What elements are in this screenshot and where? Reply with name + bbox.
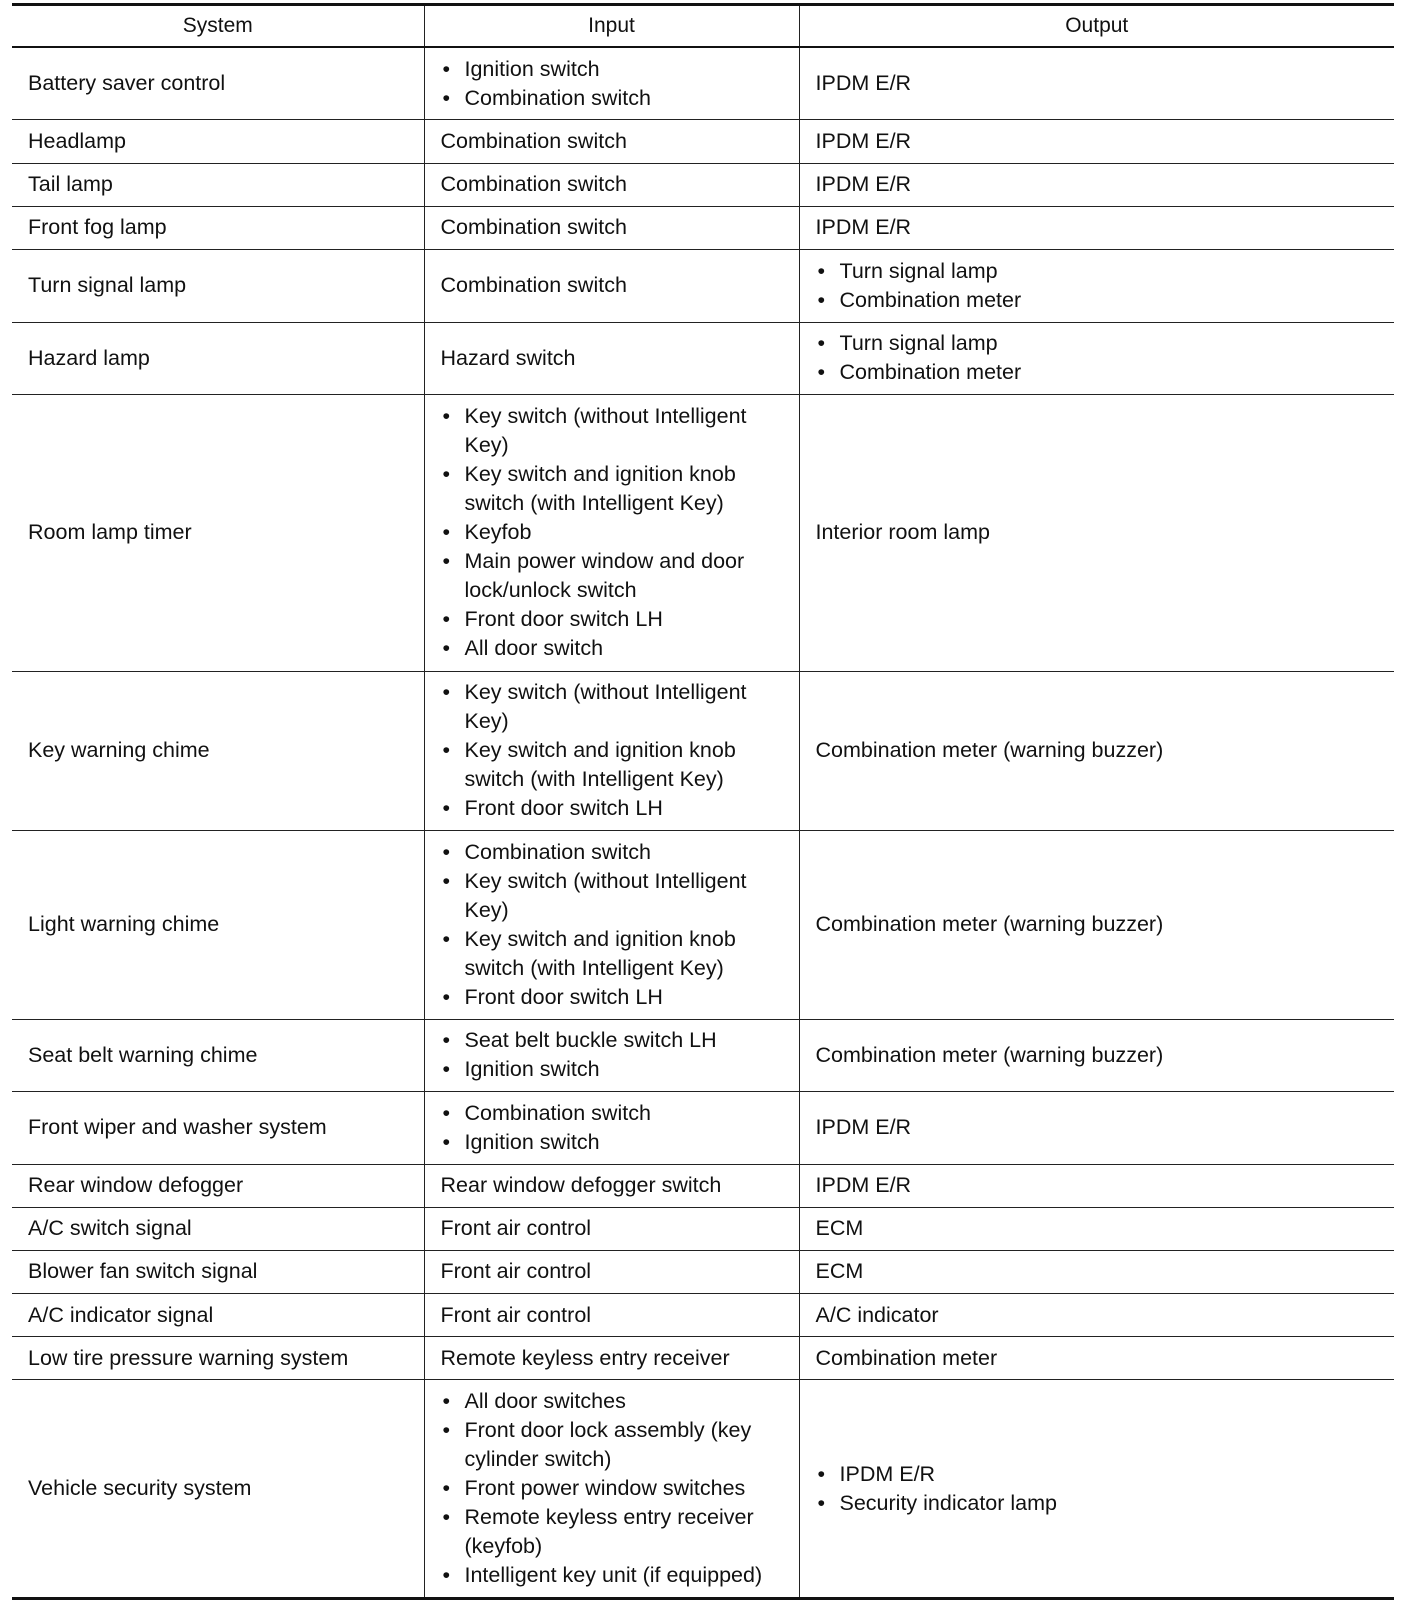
cell-output: Combination meter xyxy=(799,1337,1394,1380)
cell-output: IPDM E/R xyxy=(799,1164,1394,1207)
cell-input: Front air control xyxy=(424,1207,799,1250)
bullet-item: • Front door lock assembly (key cylinder switch) xyxy=(441,1416,787,1474)
cell-output xyxy=(799,322,1394,394)
bullet-item: • Remote keyless entry receiver (keyfob) xyxy=(441,1503,787,1561)
column-header-output: Output xyxy=(799,5,1394,48)
table-row xyxy=(12,671,1394,830)
table-row xyxy=(12,1380,1394,1599)
cell-system: Front wiper and washer system xyxy=(28,1115,327,1140)
bullet-item: • All door switch xyxy=(441,634,787,663)
cell-input xyxy=(424,1380,799,1599)
cell-system: Key warning chime xyxy=(28,738,210,763)
cell-output: IPDM E/R xyxy=(799,47,1394,120)
bullet-item: • Front door switch LH xyxy=(441,605,787,634)
bullet-item: • Key switch and ignition knob switch (with Intelligent Key) xyxy=(441,925,787,983)
cell-output: IPDM E/R xyxy=(799,120,1394,163)
cell-output: Combination meter (warning buzzer) xyxy=(799,1019,1394,1091)
input-bullet-list xyxy=(441,1387,787,1590)
bullet-item: • Front power window switches xyxy=(441,1474,787,1503)
cell-output: Interior room lamp xyxy=(799,394,1394,671)
table-row xyxy=(12,47,1394,120)
cell-system: Light warning chime xyxy=(28,912,220,937)
cell-output xyxy=(799,249,1394,322)
bullet-item: • Combination switch xyxy=(441,838,787,867)
table-row xyxy=(12,120,1394,163)
bullet-item: • Seat belt buckle switch LH xyxy=(441,1026,787,1055)
bullet-item: • Combination meter xyxy=(816,286,1383,315)
bullet-item: • Key switch and ignition knob switch (with Intelligent Key) xyxy=(441,460,787,518)
cell-output: Combination meter (warning buzzer) xyxy=(799,671,1394,830)
cell-input xyxy=(424,830,799,1019)
table-row xyxy=(12,830,1394,1019)
input-bullet-list xyxy=(441,838,787,1012)
bullet-item: • Main power window and door lock/unlock switch xyxy=(441,547,787,605)
bullet-item: • Keyfob xyxy=(441,518,787,547)
cell-system: A/C indicator signal xyxy=(28,1302,214,1327)
cell-input xyxy=(424,394,799,671)
cell-system: Tail lamp xyxy=(28,172,113,197)
output-bullet-list xyxy=(816,1460,1383,1518)
bullet-item: • Front door switch LH xyxy=(441,794,787,823)
bullet-item: • Front door switch LH xyxy=(441,983,787,1012)
bullet-item: • IPDM E/R xyxy=(816,1460,1383,1489)
bullet-item: • Key switch and ignition knob switch (with Intelligent Key) xyxy=(441,736,787,794)
bullet-item: • Combination switch xyxy=(441,84,787,113)
column-header-system: System xyxy=(182,14,253,37)
bullet-item: • Key switch (without Intelligent Key) xyxy=(441,402,787,460)
cell-input: Front air control xyxy=(424,1293,799,1336)
cell-output: A/C indicator xyxy=(799,1293,1394,1336)
cell-system: Rear window defogger xyxy=(28,1173,244,1198)
table-row xyxy=(12,1019,1394,1091)
bullet-item: • Turn signal lamp xyxy=(816,257,1383,286)
bullet-item: • Combination switch xyxy=(441,1099,787,1128)
input-bullet-list xyxy=(441,402,787,663)
header-row xyxy=(12,5,1394,48)
cell-output: Combination meter (warning buzzer) xyxy=(799,830,1394,1019)
bullet-item: • Ignition switch xyxy=(441,55,787,84)
bullet-item: • Ignition switch xyxy=(441,1128,787,1157)
bullet-item: • All door switches xyxy=(441,1387,787,1416)
cell-input: Rear window defogger switch xyxy=(424,1164,799,1207)
bullet-item: • Combination meter xyxy=(816,358,1383,387)
table-row xyxy=(12,206,1394,249)
cell-system: Low tire pressure warning system xyxy=(28,1345,349,1370)
cell-system: Turn signal lamp xyxy=(28,273,187,298)
output-bullet-list xyxy=(816,329,1383,387)
cell-input: Hazard switch xyxy=(424,322,799,394)
cell-system: A/C switch signal xyxy=(28,1216,192,1241)
cell-output: ECM xyxy=(799,1250,1394,1293)
cell-input xyxy=(424,1091,799,1164)
cell-input xyxy=(424,1019,799,1091)
cell-input xyxy=(424,47,799,120)
table-row xyxy=(12,163,1394,206)
cell-input: Combination switch xyxy=(424,206,799,249)
cell-system: Hazard lamp xyxy=(28,345,150,370)
column-header-input: Input xyxy=(424,5,799,48)
cell-output: IPDM E/R xyxy=(799,206,1394,249)
cell-system: Battery saver control xyxy=(28,71,226,96)
table-row xyxy=(12,1207,1394,1250)
cell-input xyxy=(424,671,799,830)
output-bullet-list xyxy=(816,257,1383,315)
system-io-table xyxy=(12,3,1394,1600)
cell-input: Remote keyless entry receiver xyxy=(424,1337,799,1380)
bullet-item: • Intelligent key unit (if equipped) xyxy=(441,1561,787,1590)
cell-input: Front air control xyxy=(424,1250,799,1293)
cell-output: IPDM E/R xyxy=(799,163,1394,206)
table-row xyxy=(12,322,1394,394)
table-row xyxy=(12,1250,1394,1293)
table-row xyxy=(12,249,1394,322)
bullet-item: • Key switch (without Intelligent Key) xyxy=(441,867,787,925)
input-bullet-list xyxy=(441,1026,787,1084)
cell-input: Combination switch xyxy=(424,249,799,322)
input-bullet-list xyxy=(441,678,787,823)
cell-input: Combination switch xyxy=(424,120,799,163)
cell-system: Front fog lamp xyxy=(28,215,167,240)
input-bullet-list xyxy=(441,1099,787,1157)
cell-system: Headlamp xyxy=(28,128,126,153)
input-bullet-list xyxy=(441,55,787,113)
table-row xyxy=(12,1091,1394,1164)
cell-output: ECM xyxy=(799,1207,1394,1250)
bullet-item: • Turn signal lamp xyxy=(816,329,1383,358)
cell-system: Vehicle security system xyxy=(28,1476,252,1501)
cell-system: Seat belt warning chime xyxy=(28,1042,258,1067)
cell-output: IPDM E/R xyxy=(799,1091,1394,1164)
table-body xyxy=(12,47,1394,1599)
bullet-item: • Ignition switch xyxy=(441,1055,787,1084)
cell-system: Blower fan switch signal xyxy=(28,1259,258,1284)
cell-output xyxy=(799,1380,1394,1599)
cell-input: Combination switch xyxy=(424,163,799,206)
bullet-item: • Security indicator lamp xyxy=(816,1489,1383,1518)
table-row xyxy=(12,1164,1394,1207)
bullet-item: • Key switch (without Intelligent Key) xyxy=(441,678,787,736)
table-row xyxy=(12,394,1394,671)
table-row xyxy=(12,1293,1394,1336)
table-row xyxy=(12,1337,1394,1380)
cell-system: Room lamp timer xyxy=(28,520,192,545)
